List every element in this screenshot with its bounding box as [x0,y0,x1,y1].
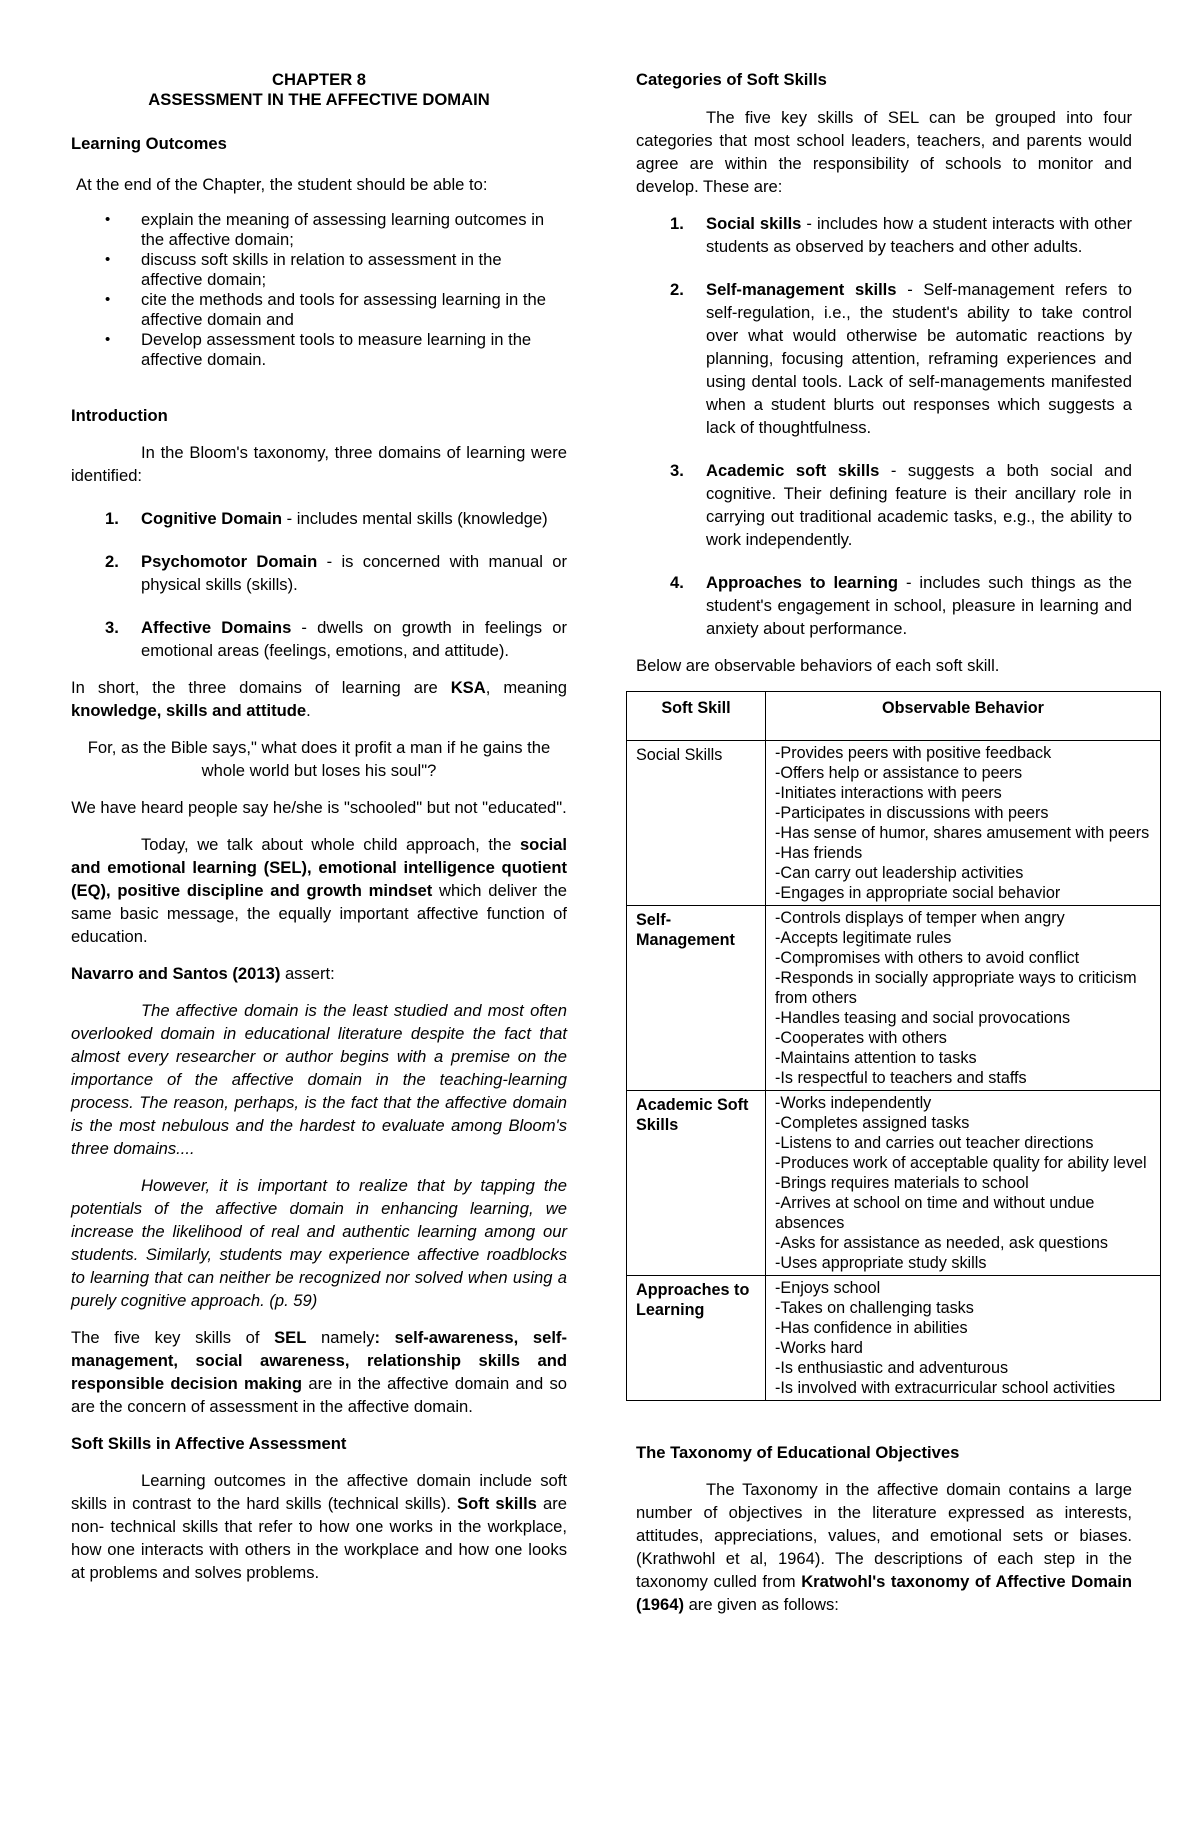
list-item: • explain the meaning of assessing learning outcomes in the affective domain; [71,210,567,250]
category-name: Self-management skills [706,280,897,299]
text-run: are given as follows: [683,1595,839,1614]
sel-term: SEL [274,1328,307,1347]
table-header-row [627,692,1161,741]
quote-paragraph-2: However, it is important to realize that by tapping the potentials of the affective domain in enhancing learning, we increase the likelihood of real and authentic learning among our students. Similarly, students may experience affective roadblocks to learning that can neither be recognized nor solved when using a purely cognitive approach. (p. 59) [71,1176,567,1310]
behavior-item: -Can carry out leadership activities [775,864,1024,882]
behavior-item: -Is respectful to teachers and staffs [775,1069,1027,1087]
item-number: 1. [105,509,119,528]
ksa-meaning: knowledge, skills and attitude [71,701,307,720]
behavior-item: -Arrives at school on time and without undue absences [775,1194,1095,1232]
behavior-item: -Participates in discussions with peers [775,804,1049,822]
soft-skills-heading: Soft Skills in Affective Assessment [71,1434,347,1453]
right-column [636,70,1150,1616]
list-item: • cite the methods and tools for assessing learning in the affective domain and [71,290,567,330]
behavior-item: -Asks for assistance as needed, ask questions [775,1234,1108,1252]
category-name: Academic soft skills [706,461,880,480]
introduction-heading: Introduction [71,406,168,425]
below-text: Below are observable behaviors of each soft skill. [636,656,1000,675]
bible-quote: For, as the Bible says," what does it profit a man if he gains the whole world but loses his soul"? [87,738,551,780]
list-item: • discuss soft skills in relation to assessment in the affective domain; [71,250,567,290]
behavior-item: -Produces work of acceptable quality for ability level [775,1154,1147,1172]
skill-cell: Self-Management [627,906,766,1091]
table-row [627,906,1161,1091]
behavior-cell [766,1276,1161,1401]
text-run: Learning outcomes in the affective domain include soft skills in contrast to the hard skills (technical skills). [71,1471,567,1513]
category-name: Approaches to learning [706,573,898,592]
list-item [636,212,1132,258]
skill-cell: Academic Soft Skills [627,1091,766,1276]
item-number: 2. [105,552,119,571]
list-item [71,507,567,530]
table-row [627,1276,1161,1401]
category-desc: - Self-management refers to self-regulation, i.e., the student's ability to take control over what would otherwise be automatic reactions by planning, focusing attention, reframing experiences and using dental tools. Lack of self-managements manifested when a student blurts out responses which suggests a lack of thoughtfulness. [706,280,1132,437]
citation-authors: Navarro and Santos (2013) [71,964,281,983]
domain-name: Psychomotor Domain [141,552,318,571]
learning-outcomes-heading: Learning Outcomes [71,134,227,153]
behavior-item: -Has friends [775,844,863,862]
category-name: Social skills [706,214,802,233]
text-run: , meaning [485,678,567,697]
text-run: In short, the three domains of learning are [71,678,451,697]
behavior-cell [766,906,1161,1091]
item-number: 4. [670,573,684,592]
category-desc: - includes how a student interacts with other students as observed by teachers and other adults. [706,214,1132,256]
list-item [636,571,1132,640]
navarro-line [71,962,567,985]
behavior-item: -Works hard [775,1339,863,1357]
behavior-item: -Handles teasing and social provocations [775,1009,1071,1027]
behavior-item: -Compromises with others to avoid conflict [775,949,1080,967]
table-header-cell: Observable Behavior [766,692,1161,741]
item-number: 1. [670,214,684,233]
behavior-item: -Cooperates with others [775,1029,947,1047]
table-row [627,741,1161,906]
list-item [636,278,1132,439]
behavior-item: -Accepts legitimate rules [775,929,952,947]
text-run: are non- technical skills that refer to how one works in the workplace, how one interacts with others in the workplace and how one looks at problems and solves problems. [71,1494,568,1582]
soft-skills-paragraph [71,1469,567,1584]
quote-paragraph-1: The affective domain is the least studied and most often overlooked domain in educational literature despite the fact that almost every researcher or author begins with a premise on the importance of the affective domain in the teaching-learning process. The reason, perhaps, is the fact that the affective domain is the most nebulous and the hardest to evaluate among Bloom's three domains.... [71,1001,567,1158]
taxonomy-heading: The Taxonomy of Educational Objectives [636,1443,960,1462]
taxonomy-source: Kratwohl's taxonomy of Affective Domain (1964) [636,1572,1132,1614]
schooled-paragraph: We have heard people say he/she is "schooled" but not "educated". [71,798,567,817]
skill-cell: Approaches to Learning [627,1276,766,1401]
item-number: 3. [105,618,119,637]
behavior-item: -Engages in appropriate social behavior [775,884,1061,902]
behavior-item: -Initiates interactions with peers [775,784,1002,802]
table-row [627,1091,1161,1276]
category-desc: - suggests a both social and cognitive. Their defining feature is their ancillary role in carrying out traditional academic tasks, e.g., the ability to work independently. [706,461,1132,549]
text-run: namely [306,1328,375,1347]
outcomes-intro: At the end of the Chapter, the student should be able to: [76,175,488,194]
behavior-item: -Maintains attention to tasks [775,1049,977,1067]
skill-cell: Social Skills [627,741,766,906]
domains-list [71,507,567,662]
behavior-item: -Works independently [775,1094,932,1112]
behavior-item: -Is enthusiastic and adventurous [775,1359,1009,1377]
list-item [71,550,567,596]
behavior-item: -Provides peers with positive feedback [775,744,1052,762]
domain-name: Cognitive Domain [141,509,283,528]
intro-paragraph: In the Bloom's taxonomy, three domains of learning were identified: [71,443,567,485]
item-number: 2. [670,280,684,299]
behavior-item: -Controls displays of temper when angry [775,909,1065,927]
behavior-item: -Brings requires materials to school [775,1174,1029,1192]
category-desc: - includes such things as the student's engagement in school, pleasure in learning and anxiety about performance. [706,573,1132,638]
domain-name: Affective Domains [141,618,292,637]
ksa-term: KSA [450,678,486,697]
behavior-item: -Has sense of humor, shares amusement with peers [775,824,1150,842]
behavior-item: -Listens to and carries out teacher directions [775,1134,1094,1152]
table-header-cell: Soft Skill [627,692,766,741]
behavior-item: -Responds in socially appropriate ways to criticism from others [775,969,1137,1007]
text-run: . [306,701,311,720]
behavior-item: -Takes on challenging tasks [775,1299,974,1317]
domain-desc: - is concerned with manual or physical skills (skills). [141,552,567,594]
chapter-number: CHAPTER 8 [271,70,367,89]
text-run: assert: [280,964,335,983]
soft-skills-table [626,691,1161,1401]
taxonomy-paragraph [636,1478,1132,1616]
list-item [636,459,1132,551]
categories-intro: The five key skills of SEL can be grouped into four categories that most school leaders, teachers, and parents would agree are within the responsibility of schools to monitor and develop. These are: [636,108,1132,196]
soft-skills-term: Soft skills [457,1494,537,1513]
sel-skills: : self-awareness, self-management, social awareness, relationship skills and responsible decision making [71,1328,567,1393]
behavior-item: -Completes assigned tasks [775,1114,970,1132]
list-item: • Develop assessment tools to measure learning in the affective domain. [71,330,567,370]
text-run: The five key skills of [71,1328,275,1347]
sel-paragraph [71,1326,567,1418]
ksa-paragraph [71,676,567,722]
item-number: 3. [670,461,684,480]
domain-desc: - includes mental skills (knowledge) [282,509,548,528]
behavior-item: -Offers help or assistance to peers [775,764,1023,782]
left-column [71,70,567,1584]
list-item [71,616,567,662]
text-run: The Taxonomy in the affective domain contains a large number of objectives in the literature expressed as interests, attitudes, appreciations, values, and emotional sets or biases. (Krathwohl et al, 1964). The descriptions of each step in the taxonomy culled from [636,1480,1132,1591]
domain-desc: - dwells on growth in feelings or emotional areas (feelings, emotions, and attitude). [141,618,567,660]
categories-heading: Categories of Soft Skills [636,70,827,89]
sel-terms: social and emotional learning (SEL), emotional intelligence quotient (EQ), positive discipline and growth mindset [71,835,567,900]
categories-list [636,212,1132,640]
text-run: are in the affective domain and so are the concern of assessment in the affective domain. [71,1374,567,1416]
behavior-cell [766,1091,1161,1276]
outcomes-list [71,210,567,370]
text-run: Today, we talk about whole child approach, the [141,835,520,854]
chapter-title: ASSESSMENT IN THE AFFECTIVE DOMAIN [148,90,490,109]
today-paragraph [71,833,567,948]
behavior-item: -Is involved with extracurricular school activities [775,1379,1116,1397]
behavior-cell [766,741,1161,906]
behavior-item: -Has confidence in abilities [775,1319,968,1337]
behavior-item: -Enjoys school [775,1279,881,1297]
behavior-item: -Uses appropriate study skills [775,1254,987,1272]
text-run: which deliver the same basic message, the equally important affective function of education. [71,881,567,946]
